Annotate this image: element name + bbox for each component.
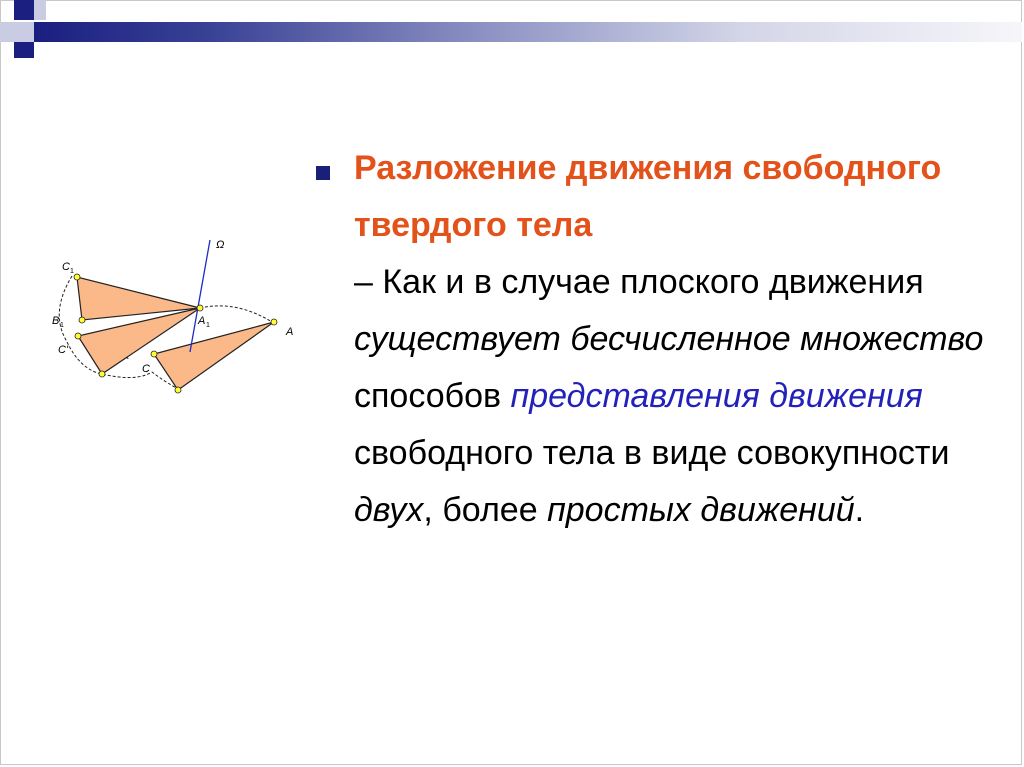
label-c1-sub: 1 (70, 268, 74, 275)
bullet-text (354, 140, 996, 539)
title-gradient-bar (34, 22, 1022, 42)
point-a1 (197, 305, 203, 311)
point-c (151, 351, 157, 357)
heading-text: Разложение движения свободного твердого тела (354, 149, 942, 244)
text-run-2-italic: существует бесчисленное множество (354, 320, 984, 358)
square-bullet-icon (316, 166, 330, 180)
label-c1: C (62, 261, 70, 273)
text-run-6-italic: двух (354, 491, 424, 529)
point-c-prime (75, 333, 81, 339)
text-run-8-italic: простых движений (547, 491, 855, 529)
text-run-4-blue: представления движения (510, 377, 923, 415)
point-b1 (79, 317, 85, 323)
point-bottom-1 (99, 371, 105, 377)
triangle-a-c (154, 322, 274, 390)
text-run-7: , более (423, 491, 548, 529)
point-a (271, 319, 277, 325)
label-omega: Ω (216, 239, 225, 251)
text-run-5: свободного тела в виде совокупности (354, 434, 950, 472)
rigid-body-motion-diagram (40, 232, 310, 407)
label-a: A (286, 326, 294, 338)
label-c: C (142, 363, 150, 375)
label-a1: A (198, 315, 206, 327)
text-run-3: способов (354, 377, 511, 415)
label-a1-sub: 1 (206, 322, 210, 329)
trajectory-a1-a (200, 306, 272, 322)
rotation-axis-line (190, 240, 210, 352)
bullet-item (316, 140, 996, 539)
point-c1 (74, 274, 80, 280)
text-run-1: – Как и в случае плоского движения (354, 263, 924, 301)
label-c-prime: C' (58, 344, 69, 356)
label-b1-sub: 1 (60, 322, 64, 329)
point-bottom-2 (175, 387, 181, 393)
label-b1: B (52, 315, 60, 327)
text-run-9: . (854, 491, 865, 529)
